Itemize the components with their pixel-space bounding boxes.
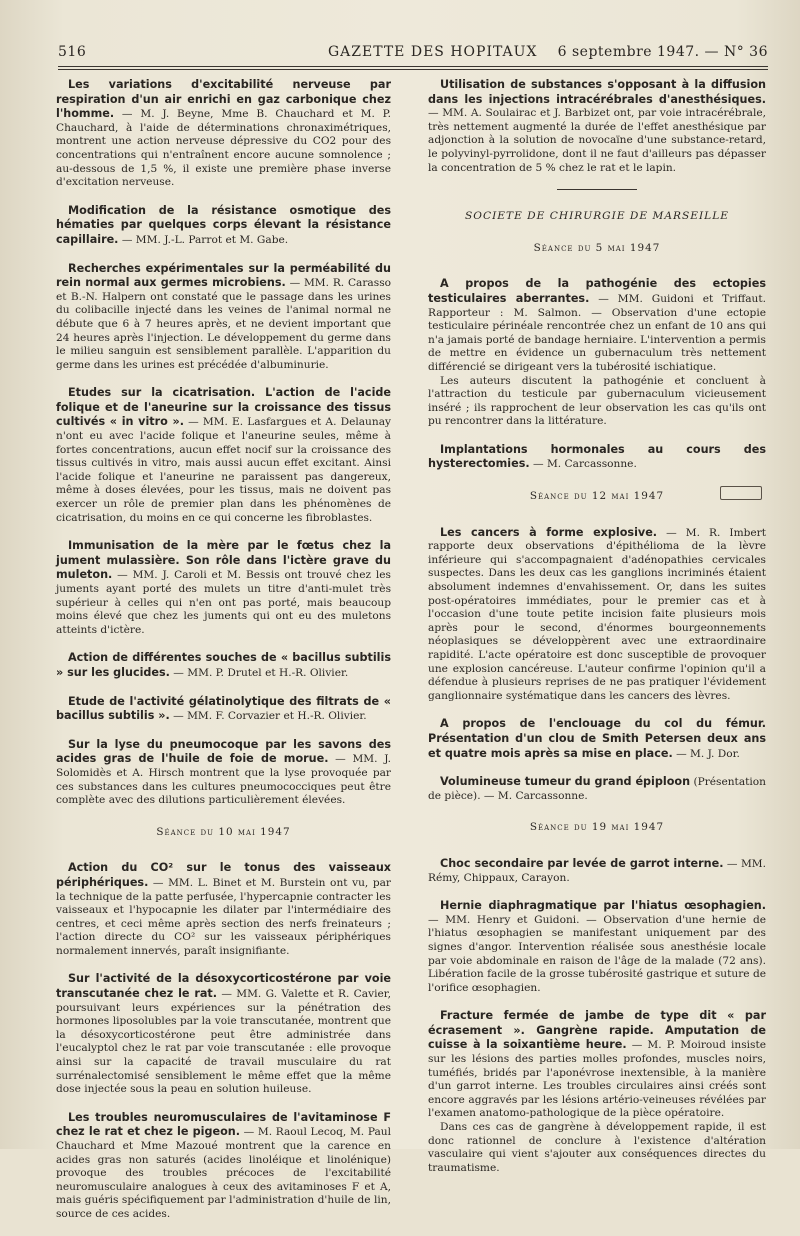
article-title: Modification de la résistance osmotique des hématies par quelques corps élevant la résistance capillaire.	[56, 203, 391, 246]
article-body: — MM. E. Lasfargues et A. Delaunay n'ont eu avec l'acide folique et l'aneurine seules, même à fortes concentrations, aucun effet nocif sur la croissance des tissus cultivés in vitro, mais aussi aucun effet excitant. Ainsi l'acide folique et l'aneurine ne paraissent pas dangereux, même à doses élevées, pour les tissus, mais ne doivent pas exercer un rôle de premier plan dans les phénomènes de cicatrisation, du moins en ce qui concerne les fibroblastes.	[56, 416, 391, 524]
session-heading: Séance du 10 mai 1947	[156, 825, 291, 838]
article-body: — MM. Henry et Guidoni. — Observation d'une hernie de l'hiatus œsophagien se manifestant uniquement par des signes d'angor. Intervention réalisée sous anesthésie locale par voie abdominale en raison de l'âge de la malade (72 ans). Libération facile de la grosse tubérosité gastrique et suture de l'orifice œsophagien.	[428, 913, 766, 994]
article-title: Etude de l'activité gélatinolytique des filtrats de « bacillus subtilis ».	[56, 694, 391, 723]
article	[56, 386, 391, 525]
article-body: — MM. P. Drutel et H.-R. Olivier.	[173, 666, 349, 679]
article-body-paragraph: Dans ces cas de gangrène à développement rapide, il est donc rationnel de conclure à l'existence d'altération vasculaire qui vient s'ajouter aux conséquences directes du traumatisme.	[428, 1121, 766, 1174]
article-body: — MM. F. Corvazier et H.-R. Olivier.	[173, 710, 367, 723]
article	[56, 1111, 391, 1222]
article-title: Utilisation de substances s'opposant à la diffusion dans les injections intracérébrales d'anesthésiques.	[428, 78, 766, 106]
article	[428, 899, 766, 995]
article	[428, 857, 766, 885]
section-divider	[557, 189, 637, 190]
article	[428, 775, 766, 803]
article-title: Volumineuse tumeur du grand épiploon	[440, 775, 691, 789]
article-body: (Présentation de pièce). — M. Carcassonne.	[428, 776, 766, 802]
article-body: — MM. J. Solomidès et A. Hirsch montrent que la lyse provoquée par ces substances dans les cultures pneumococciques peut être complète avec des dilutions particulièrement élevées.	[56, 753, 391, 807]
article-body: — MM. R. Carasso et B.-N. Halpern ont constaté que le passage dans les urines du colibacille injecté dans les veines de l'animal normal ne débute que 6 à 7 heures après, et ne devient important que 24 heures après l'injection. Le développement du germe dans le milieu sanguin est sensiblement parallèle. L'apparition du germe dans les urines est précédée d'albuminurie.	[56, 277, 392, 371]
journal-title: GAZETTE DES HOPITAUX	[328, 44, 538, 60]
article-title: Etudes sur la cicatrisation. L'action de l'acide folique et de l'aneurine sur la croissance des tissus cultivés « in vitro ».	[56, 386, 391, 429]
issue-date: 6 septembre 1947. — N° 36	[557, 44, 768, 60]
article-title: Choc secondaire par levée de garrot interne.	[440, 856, 724, 870]
article-title: Les troubles neuromusculaires de l'avitaminose F chez le rat et chez le pigeon.	[56, 1110, 391, 1139]
article	[56, 861, 391, 958]
article-body-paragraph: Les auteurs discutent la pathogénie et concluent à l'attraction du testicule par gubernaculum vicieusement inséré ; ils rapprochent de leur observation les cas qu'ils ont pu rencontrer dans la littérature.	[428, 374, 766, 428]
page-number: 516	[58, 44, 87, 60]
article-body: — M. J. Beyne, Mme B. Chauchard et M. P. Chauchard, à l'aide de déterminations chronaximétriques, montrent une action nerveuse dépressive du CO2 pour des concentrations qui n'entraînent encore aucune somnolence ; au-dessous de 1,5 %, il existe une première phase inverse d'excitation nerveuse.	[56, 108, 392, 189]
article-title: Recherches expérimentales sur la perméabilité du rein normal aux germes microbiens.	[56, 261, 391, 290]
article	[428, 443, 766, 472]
article-title: Action de différentes souches de « bacillus subtilis » sur les glucides.	[56, 651, 391, 679]
article-title: Sur la lyse du pneumocoque par les savons des acides gras de l'huile de foie de morue.	[56, 737, 391, 766]
article	[428, 717, 766, 761]
article-title: Immunisation de la mère par le fœtus chez la jument mulassière. Son rôle dans l'ictère grave du muleton.	[56, 539, 391, 582]
article-body: — M. R. Imbert rapporte deux observations d'épithélioma de la lèvre inférieure qui s'accompagnaient d'adénopathies cervicales suspectes. Dans les deux cas les ganglions incriminés étaient absolument indemnes d'envahissement. Or, dans les suites post-opératoires immédiates, pour le premier cas et à l'occasion d'une toute petite incision faite plusieurs mois après pour le second, d'énormes bourgeonnements néoplasiques se développèrent avec une extraordinaire rapidité. L'acte opératoire est donc susceptible de provoquer une explosion cancéreuse. L'auteur confirme l'opinion qu'il a défendue à plusieurs reprises de ne pas pratiquer l'évidement ganglionnaire systématique dans les cancers des lèvres.	[428, 526, 767, 702]
session-heading: Séance du 5 mai 1947	[533, 241, 661, 254]
article-title: Implantations hormonales au cours des hysterectomies.	[428, 442, 766, 471]
left-column	[56, 78, 391, 1236]
session-heading-wrapper	[428, 490, 766, 504]
article-body: — MM. L. Binet et M. Burstein ont vu, par la technique de la patte perfusée, l'hypercapnie contracter les vaisseaux et l'hypocapnie les dilater par l'intermédiaire des centres, et ceci même après section des nerfs freinateurs ; l'action directe du CO² sur les vaisseaux périphériques normalement innervés, paraît insignifiante.	[56, 876, 391, 957]
session-heading: Séance du 19 mai 1947	[529, 821, 665, 834]
article-title: A propos de l'enclouage du col du fémur. Présentation d'un clou de Smith Petersen deux ans et quatre mois après sa mise en place.	[428, 717, 766, 760]
article-body: — MM. J.-L. Parrot et M. Gabe.	[121, 233, 289, 246]
session-heading: Séance du 12 mai 1947	[529, 490, 665, 503]
article-title: Les variations d'excitabilité nerveuse par respiration d'un air enrichi en gaz carbonique chez l'homme.	[56, 78, 391, 121]
header-rule	[58, 66, 768, 67]
article-title: Les cancers à forme explosive.	[440, 525, 658, 539]
article-title: Fracture fermée de jambe de type dit « par écrasement ». Gangrène rapide. Amputation de cuisse à la soixantième heure.	[428, 1009, 766, 1052]
article-body: — MM. J. Caroli et M. Bessis ont trouvé chez les juments ayant porté des mulets un titre d'anti-mulet très supérieur à celles qui n'en ont pas porté, mais beaucoup moins élevé que chez les juments qui ont eu des muletons atteints d'ictère.	[56, 569, 391, 636]
article	[56, 539, 391, 637]
society-heading: SOCIETE DE CHIRURGIE DE MARSEILLE	[465, 210, 729, 223]
article	[428, 78, 766, 175]
article	[428, 277, 766, 429]
article-body: — MM. A. Soulairac et J. Barbizet ont, par voie intracérébrale, très nettement augmenté la durée de l'effet anesthésique par adjonction à la solution de novocaïne d'une substance-retard, le polyvinyl-pyrrolidone, dont il ne faut d'ailleurs pas dépasser la concentration de 5 % chez le rat et le lapin.	[428, 107, 766, 174]
page-header	[58, 44, 768, 64]
article-body: — M. P. Moiroud insiste sur les lésions des parties molles profondes, muscles noirs, tuméfiés, bridés par l'aponévrose inextensible, à la manière d'un garrot interne. Les troubles circulaires ainsi créés sont encore aggravés par les lésions artério-veineuses révélées par l'examen anatomo-pathologique de la pièce opératoire.	[428, 1039, 766, 1120]
article	[56, 651, 391, 680]
article-title: A propos de la pathogénie des ectopies testiculaires aberrantes.	[428, 277, 766, 305]
article	[56, 78, 391, 190]
article	[56, 972, 391, 1096]
article-title: Hernie diaphragmatique par l'hiatus œsophagien.	[440, 899, 766, 913]
article-body: — MM. Rémy, Chippaux, Carayon.	[428, 857, 767, 884]
right-column	[428, 78, 766, 1189]
article	[56, 738, 391, 808]
article-title: Action du CO² sur le tonus des vaisseaux périphériques.	[56, 861, 391, 889]
header-rule-thin	[58, 69, 768, 70]
article	[56, 262, 391, 373]
stamp-mark	[720, 486, 762, 500]
article-body: — MM. Guidoni et Triffaut. Rapporteur : M. Salmon. — Observation d'une ectopie testiculaire périnéale rencontrée chez un enfant de 10 ans qui n'a jamais porté de bandage herniaire. L'intervention a permis de mettre en évidence un gubernaculum très nettement différencié se dirigeant vers la tubérosité ischiatique.	[428, 292, 766, 373]
article-body: — M. J. Dor.	[676, 747, 740, 760]
article-body: — M. Carcassonne.	[533, 458, 637, 471]
article	[428, 1009, 766, 1175]
article	[56, 204, 391, 248]
article-body: — M. Raoul Lecoq, M. Paul Chauchard et Mme Mazoué montrent que la carence en acides gras non saturés (acides linoléique et linolénique) provoque des troubles précoces de l'excitabilité neuromusculaire analogues à ceux des avitaminoses F et A, mais guéris spécifiquement par l'administration d'huile de lin, source de ces acides.	[56, 1126, 391, 1220]
article	[428, 526, 766, 704]
article-body: — MM. G. Valette et R. Cavier, poursuivant leurs expériences sur la pénétration des hormones liposolubles par la voie transcutanée, montrent que la désoxycorticostérone peut être administrée dans l'eucalyptol chez le rat par voie transcutanée : elle provoque ainsi sur la capacité de travail musculaire du rat surrénalectomisé sensiblement le même effet que la même dose injectée sous la peau en solution huileuse.	[56, 988, 391, 1096]
article	[56, 695, 391, 724]
article-title: Sur l'activité de la désoxycorticostérone par voie transcutanée chez le rat.	[56, 972, 391, 1001]
